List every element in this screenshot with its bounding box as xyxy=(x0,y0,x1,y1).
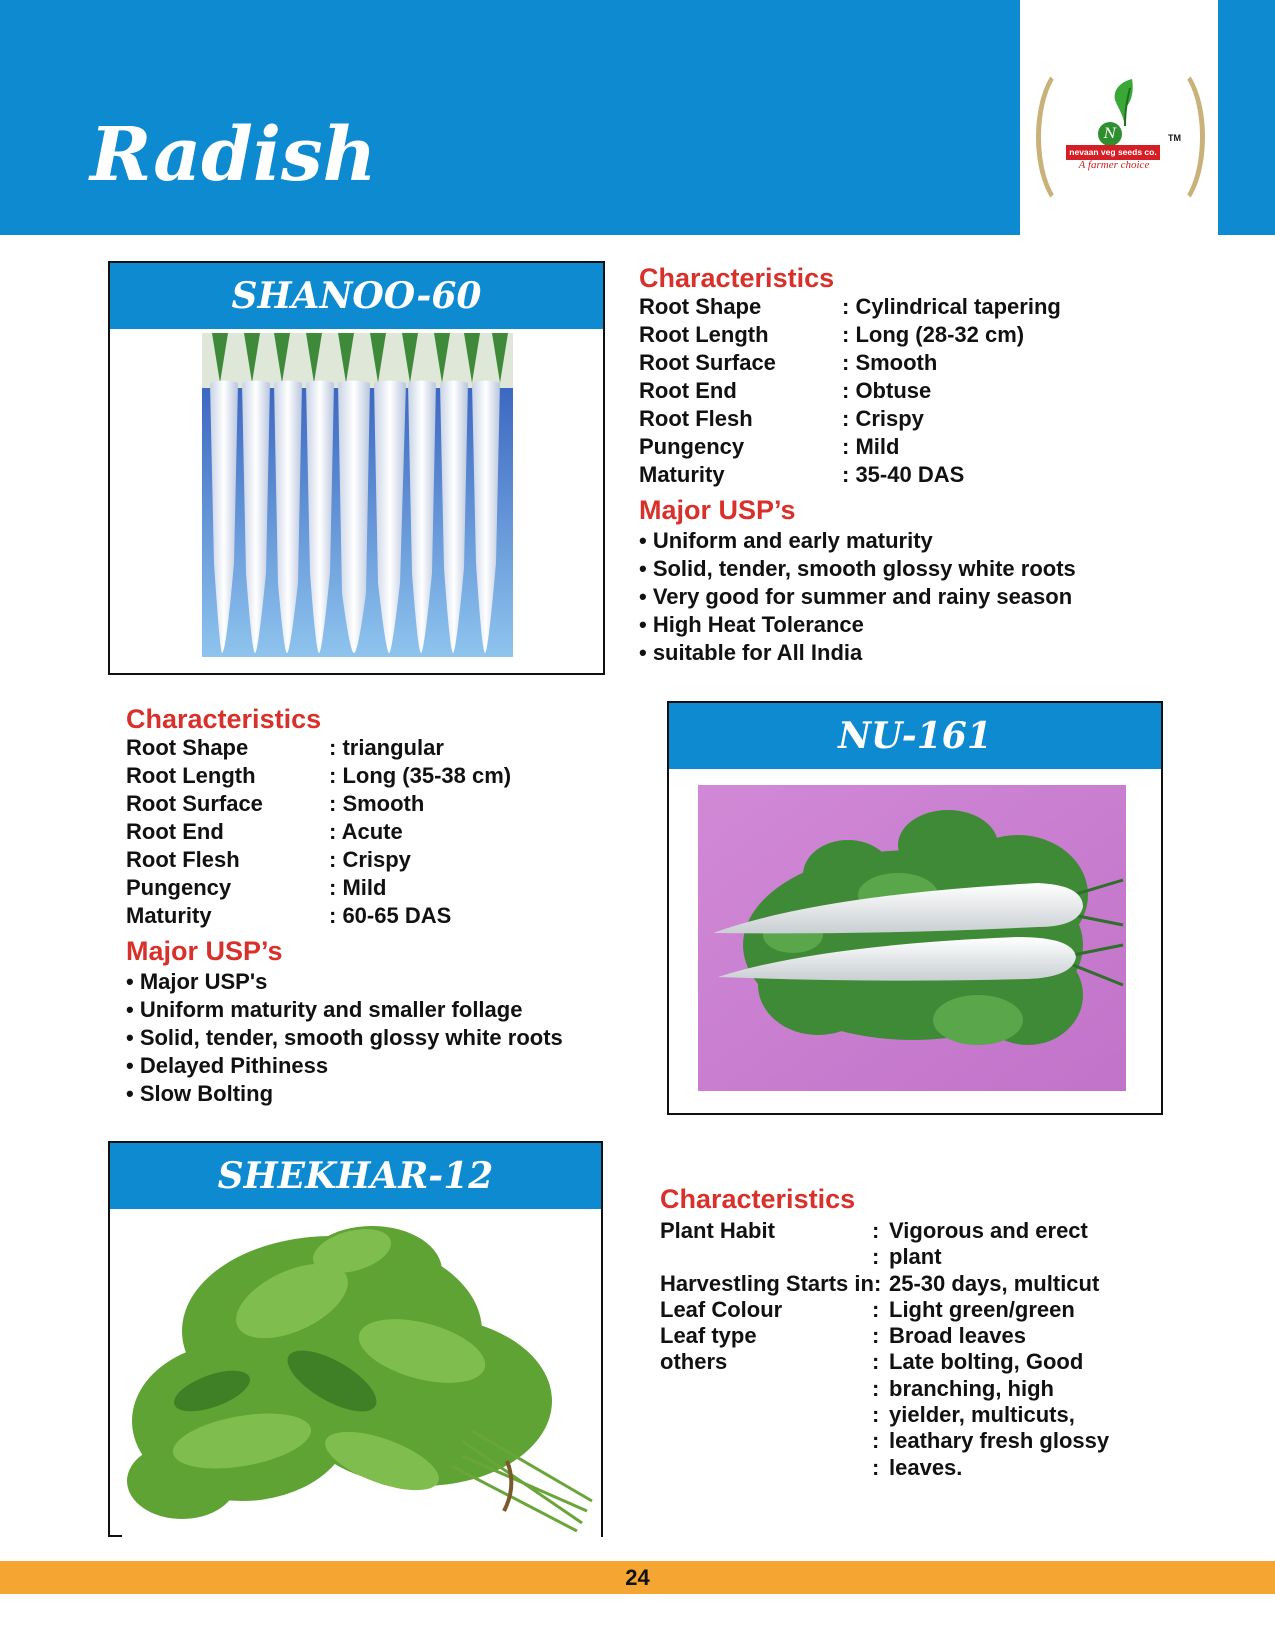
characteristics-list xyxy=(660,1218,1120,1481)
product-card-nu-161 xyxy=(667,701,1163,1115)
usp-item: • Slow Bolting xyxy=(126,1081,274,1106)
characteristic-row: : plant xyxy=(872,1244,942,1270)
characteristic-row: : leathary fresh glossy xyxy=(872,1428,1110,1454)
section-title-characteristics: Characteristics xyxy=(639,263,835,293)
usp-item: • Very good for summer and rainy season xyxy=(639,584,1073,609)
characteristic-row: Root Length : Long (28-32 cm) xyxy=(639,322,1025,347)
characteristic-row: Pungency : Mild xyxy=(639,434,900,459)
product-title: NU-161 xyxy=(669,703,1161,769)
product-title: SHANOO-60 xyxy=(110,263,603,329)
characteristics-list xyxy=(126,734,546,930)
usp-item: • Uniform and early maturity xyxy=(639,528,933,553)
usp-item: • Major USP's xyxy=(126,969,268,994)
characteristic-row: Pungency : Mild xyxy=(126,875,387,900)
logo-trademark: TM xyxy=(1168,133,1181,143)
usp-item: • Delayed Pithiness xyxy=(126,1053,329,1078)
usp-item: • suitable for All India xyxy=(639,640,863,665)
radish-on-leaves-photo xyxy=(698,785,1126,1091)
characteristic-row: : branching, high xyxy=(872,1375,1054,1401)
characteristic-row: Maturity : 35-40 DAS xyxy=(639,462,965,487)
section-title-usps: Major USP’s xyxy=(126,936,283,966)
logo-left-arc xyxy=(1036,62,1106,212)
characteristic-row: Root Shape : triangular xyxy=(126,735,444,760)
product-card-shanoo-60 xyxy=(108,261,605,675)
characteristic-row: Root Flesh : Crispy xyxy=(639,406,924,431)
logo-brand-name: nevaan veg seeds co. xyxy=(1066,145,1160,160)
usp-item: • Solid, tender, smooth glossy white roots xyxy=(639,556,1076,581)
product-title: SHEKHAR-12 xyxy=(110,1143,601,1209)
logo-tagline: A farmer choice xyxy=(1078,159,1150,171)
characteristic-row: Root End : Acute xyxy=(126,819,403,844)
page-number: 24 xyxy=(625,1565,650,1590)
section-title-characteristics: Characteristics xyxy=(126,704,322,734)
usp-list xyxy=(639,527,1076,667)
leafy-greens-bunch-photo xyxy=(122,1211,601,1537)
white-radish-bunch-photo xyxy=(202,333,513,657)
characteristic-row: : yielder, multicuts, xyxy=(872,1402,1075,1428)
characteristic-row: others : Late bolting, Good xyxy=(660,1349,1084,1375)
usp-item: • Solid, tender, smooth glossy white roots xyxy=(126,1025,563,1050)
characteristic-row: Root Length : Long (35-38 cm) xyxy=(126,763,512,788)
characteristic-row: Plant Habit : Vigorous and erect xyxy=(660,1218,1088,1243)
characteristic-row: Leaf type : Broad leaves xyxy=(660,1323,1026,1349)
characteristic-row: : leaves. xyxy=(872,1454,963,1480)
page-title: Radish xyxy=(90,112,377,198)
characteristic-row: Leaf Colour : Light green/green xyxy=(660,1296,1075,1322)
characteristic-row: Root Flesh : Crispy xyxy=(126,847,411,872)
characteristic-row: Root Shape : Cylindrical tapering xyxy=(639,294,1061,319)
section-title-usps: Major USP’s xyxy=(639,495,796,525)
product-card-shekhar-12 xyxy=(108,1141,603,1537)
usp-item: • High Heat Tolerance xyxy=(639,612,864,637)
logo-letter: N xyxy=(1098,122,1122,146)
characteristic-row: Root End : Obtuse xyxy=(639,378,932,403)
characteristic-row: Root Surface : Smooth xyxy=(639,350,938,375)
characteristic-row: Maturity : 60-65 DAS xyxy=(126,903,452,928)
characteristics-list xyxy=(639,293,1079,489)
section-title-characteristics: Characteristics xyxy=(660,1184,856,1214)
characteristic-row: Harvestling Starts in: 25-30 days, multicut xyxy=(660,1270,1100,1296)
usp-item: • Uniform maturity and smaller follage xyxy=(126,997,523,1022)
leaf-icon xyxy=(1112,78,1138,128)
characteristic-row: Root Surface : Smooth xyxy=(126,791,425,816)
card-bottom-tick xyxy=(108,1535,122,1537)
usp-list xyxy=(126,968,563,1108)
